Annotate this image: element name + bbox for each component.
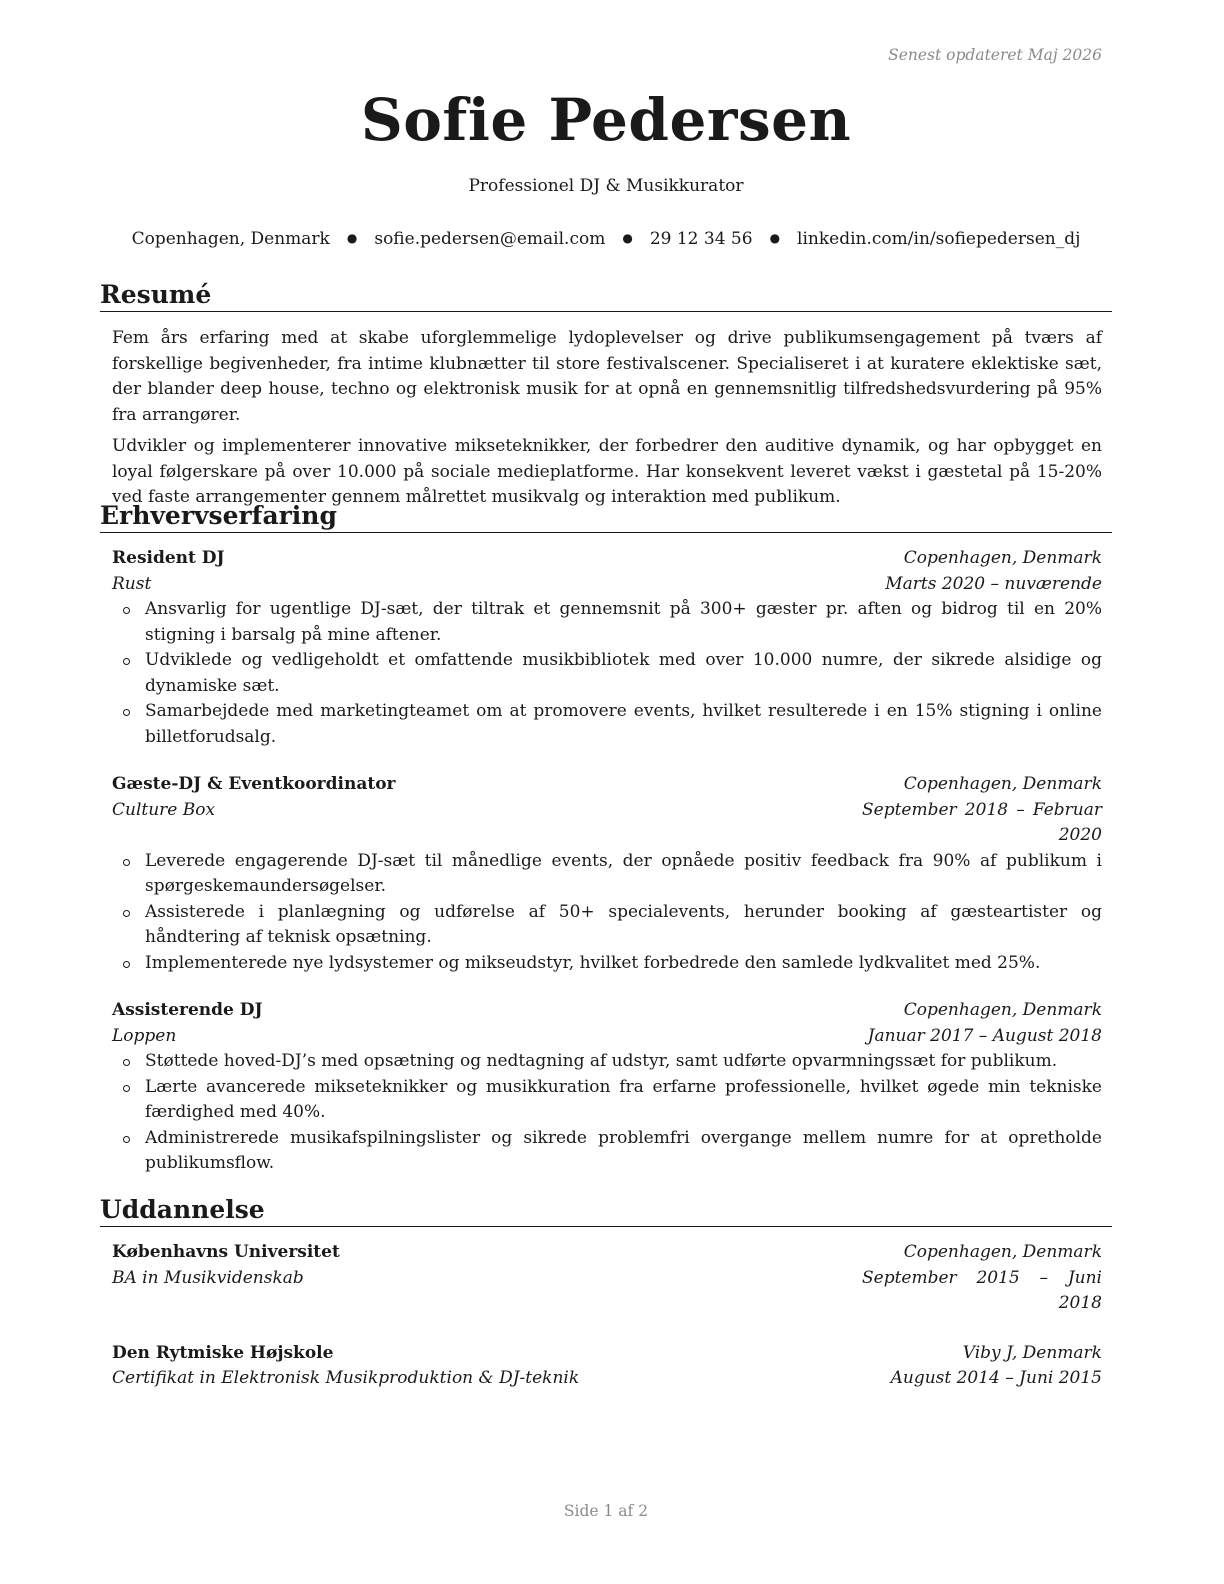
- job-role: Assisterende DJ: [112, 1000, 263, 1020]
- job-location: Copenhagen, Denmark: [903, 774, 1102, 794]
- summary-section: [100, 281, 1112, 511]
- last-updated: Senest opdateret Maj 2026: [888, 46, 1102, 64]
- job-bullet: Ansvarlig for ugentlige DJ-sæt, der tiltrak et gennemsnit på 300+ gæster pr. aften og bidrog til en 20% stigning i barsalg på mine aftener.: [112, 597, 1102, 648]
- job-dates: September 2018 – Februar 2020: [862, 799, 1102, 845]
- contact-phone: 29 12 34 56: [649, 229, 753, 249]
- page-number: Side 1 af 2: [563, 1502, 649, 1520]
- job-role: Gæste-DJ & Eventkoordinator: [112, 774, 396, 794]
- candidate-title: Professionel DJ & Musikkurator: [468, 176, 744, 196]
- job-location: Copenhagen, Denmark: [903, 548, 1102, 568]
- job-company: Rust: [112, 573, 152, 594]
- job-bullet: Lærte avancerede mikseteknikker og musikkuration fra erfarne professionelle, hvilket øgede min tekniske færdighed med 40%.: [112, 1075, 1102, 1126]
- contact-email[interactable]: sofie.pedersen@email.com: [374, 229, 606, 249]
- job-bullet: Assisterede i planlægning og udførelse af 50+ specialevents, herunder booking af gæsteartister og håndtering af teknisk opsætning.: [112, 900, 1102, 951]
- summary-paragraph: Udvikler og implementerer innovative mikseteknikker, der forbedrer den auditive dynamik, og har opbygget en loyal følgerskare på over 10.000 på sociale medieplatforme. Har konsekvent leveret vækst i gæstetal på 15-20% ved faste arrangementer gennem målrettet musikvalg og interaktion med publikum.: [112, 436, 1102, 507]
- school-location: Viby J, Denmark: [962, 1342, 1102, 1363]
- contact-line: [100, 229, 1112, 249]
- job-entry: [112, 546, 1102, 750]
- job-bullet: Implementerede nye lydsystemer og mikseudstyr, hvilket forbedrede den samlede lydkvalitet med 25%.: [112, 951, 1102, 977]
- job-dates: Januar 2017 – August 2018: [867, 1025, 1102, 1046]
- education-entry: [112, 1240, 1102, 1317]
- job-role: Resident DJ: [112, 548, 225, 568]
- bullet-separator-icon: ●: [769, 231, 781, 245]
- job-bullet: Samarbejdede med marketingteamet om at promovere events, hvilket resulterede i en 15% stigning i online billetforudsalg.: [112, 699, 1102, 750]
- job-company: Loppen: [112, 1025, 177, 1046]
- job-entry: [112, 998, 1102, 1177]
- job-dates: Marts 2020 – nuværende: [885, 573, 1102, 594]
- section-heading-experience: Erhvervserfaring: [100, 502, 1112, 533]
- contact-linkedin[interactable]: linkedin.com/in/sofiepedersen_dj: [797, 229, 1081, 249]
- school-name: Københavns Universitet: [112, 1242, 340, 1262]
- candidate-name: Sofie Pedersen: [360, 86, 852, 154]
- bullet-separator-icon: ●: [622, 231, 633, 245]
- education-section: [100, 1196, 1112, 1392]
- school-dates: September 2015 – Juni 2018: [862, 1267, 1102, 1313]
- school-degree: BA in Musikvidenskab: [112, 1267, 304, 1288]
- education-entry: [112, 1341, 1102, 1392]
- job-bullet: Leverede engagerende DJ-sæt til månedlige events, der opnåede positiv feedback fra 90% af publikum i spørgeskemaundersøgelser.: [112, 849, 1102, 900]
- experience-section: [100, 502, 1112, 1177]
- school-degree: Certifikat in Elektronisk Musikproduktion & DJ-teknik: [112, 1368, 580, 1388]
- school-location: Copenhagen, Denmark: [903, 1242, 1102, 1262]
- job-company: Culture Box: [112, 799, 216, 820]
- resume-page: [100, 0, 1112, 1584]
- job-bullet: Udviklede og vedligeholdt et omfattende musikbibliotek med over 10.000 numre, der sikrede alsidige og dynamiske sæt.: [112, 648, 1102, 699]
- section-heading-education: Uddannelse: [100, 1196, 1112, 1227]
- bullet-separator-icon: ●: [346, 231, 358, 245]
- section-heading-summary: Resumé: [100, 281, 1112, 312]
- job-bullet: Administrerede musikafspilningslister og sikrede problemfri overgange mellem numre for at opretholde publikumsflow.: [112, 1126, 1102, 1177]
- job-location: Copenhagen, Denmark: [903, 1000, 1102, 1020]
- job-entry: [112, 772, 1102, 976]
- school-dates: August 2014 – Juni 2015: [890, 1368, 1102, 1388]
- job-bullet: Støttede hoved-DJ’s med opsætning og nedtagning af udstyr, samt udførte opvarmningssæt for publikum.: [112, 1049, 1102, 1075]
- school-name: Den Rytmiske Højskole: [112, 1342, 334, 1363]
- summary-paragraph: Fem års erfaring med at skabe uforglemmelige lydoplevelser og drive publikumsengagement på tværs af forskellige begivenheder, fra intime klubnætter til store festivalscener. Specialiseret i at kuratere eklektiske sæt, der blander deep house, techno og elektronisk musik for at opnå en gennemsnitlig tilfredshedsvurdering på 95% fra arrangører.: [112, 328, 1102, 425]
- contact-location: Copenhagen, Denmark: [131, 229, 330, 249]
